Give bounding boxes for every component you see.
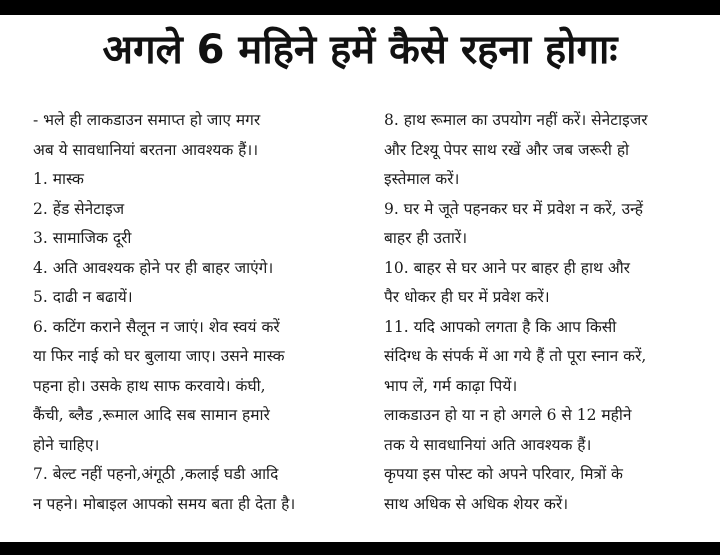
left-text-column bbox=[33, 106, 355, 519]
text-line: 3. सामाजिक दूरी bbox=[33, 229, 132, 247]
text-line: 11. यदि आपको लगता है कि आप किसी bbox=[384, 317, 617, 336]
text-line: 10. बाहर से घर आने पर बाहर ही हाथ और bbox=[384, 258, 631, 277]
text-line: - भले ही लाकडाउन समाप्त हो जाए मगर bbox=[33, 111, 261, 129]
text-line: होने चाहिए। bbox=[33, 435, 100, 454]
text-line: 5. दाढी न बढायें। bbox=[33, 288, 133, 306]
text-line: लाकडाउन हो या न हो अगले 6 से 12 महीने bbox=[384, 406, 632, 424]
text-line: 7. बेल्ट नहीं पहनो,अंगूठी ,कलाई घडी आदि bbox=[33, 465, 279, 483]
text-line: अब ये सावधानियां बरतना आवश्यक हैं।। bbox=[33, 140, 259, 159]
text-line: और टिश्यू पेपर साथ रखें और जब जरूरी हो bbox=[384, 140, 630, 159]
text-line: या फिर नाई को घर बुलाया जाए। उसने मास्क bbox=[33, 347, 285, 365]
text-line: कृपया इस पोस्ट को अपने परिवार, मित्रों के bbox=[384, 465, 623, 483]
text-line: न पहने। मोबाइल आपको समय बता ही देता है। bbox=[33, 494, 296, 513]
bottom-border-bar bbox=[0, 542, 720, 555]
text-line: पैर धोकर ही घर में प्रवेश करें। bbox=[384, 288, 550, 306]
text-line: बाहर ही उतारें। bbox=[384, 229, 468, 247]
text-line: पहना हो। उसके हाथ साफ करवाये। कंघी, bbox=[33, 376, 266, 395]
top-border-bar bbox=[0, 0, 720, 15]
page-title: अगले 6 महिने हमें कैसे रहना होगाः bbox=[102, 27, 618, 73]
text-line: साथ अधिक से अधिक शेयर करें। bbox=[384, 494, 569, 513]
text-line: 1. मास्क bbox=[33, 170, 84, 188]
text-line: संदिग्ध के संपर्क में आ गये हैं तो पूरा स्नान करें, bbox=[384, 347, 647, 365]
right-text-column bbox=[384, 106, 706, 519]
text-line: कैंची, ब्लैड ,रूमाल आदि सब सामान हमारे bbox=[33, 406, 270, 424]
text-line: 9. घर मे जूते पहनकर घर में प्रवेश न करें, उन्हें bbox=[384, 199, 643, 218]
text-line: 8. हाथ रूमाल का उपयोग नहीं करें। सेनेटाइजर bbox=[384, 111, 648, 129]
text-line: 4. अति आवश्यक होने पर ही बाहर जाएंगे। bbox=[33, 258, 274, 277]
text-line: भाप लें, गर्म काढ़ा पियें। bbox=[384, 376, 518, 395]
text-line: तक ये सावधानियां अति आवश्यक हैं। bbox=[384, 435, 592, 454]
text-line: इस्तेमाल करें। bbox=[384, 170, 460, 188]
text-line: 2. हेंड सेनेटाइज bbox=[33, 199, 125, 218]
text-line: 6. कटिंग कराने सैलून न जाएं। शेव स्वयं करें bbox=[33, 317, 280, 336]
